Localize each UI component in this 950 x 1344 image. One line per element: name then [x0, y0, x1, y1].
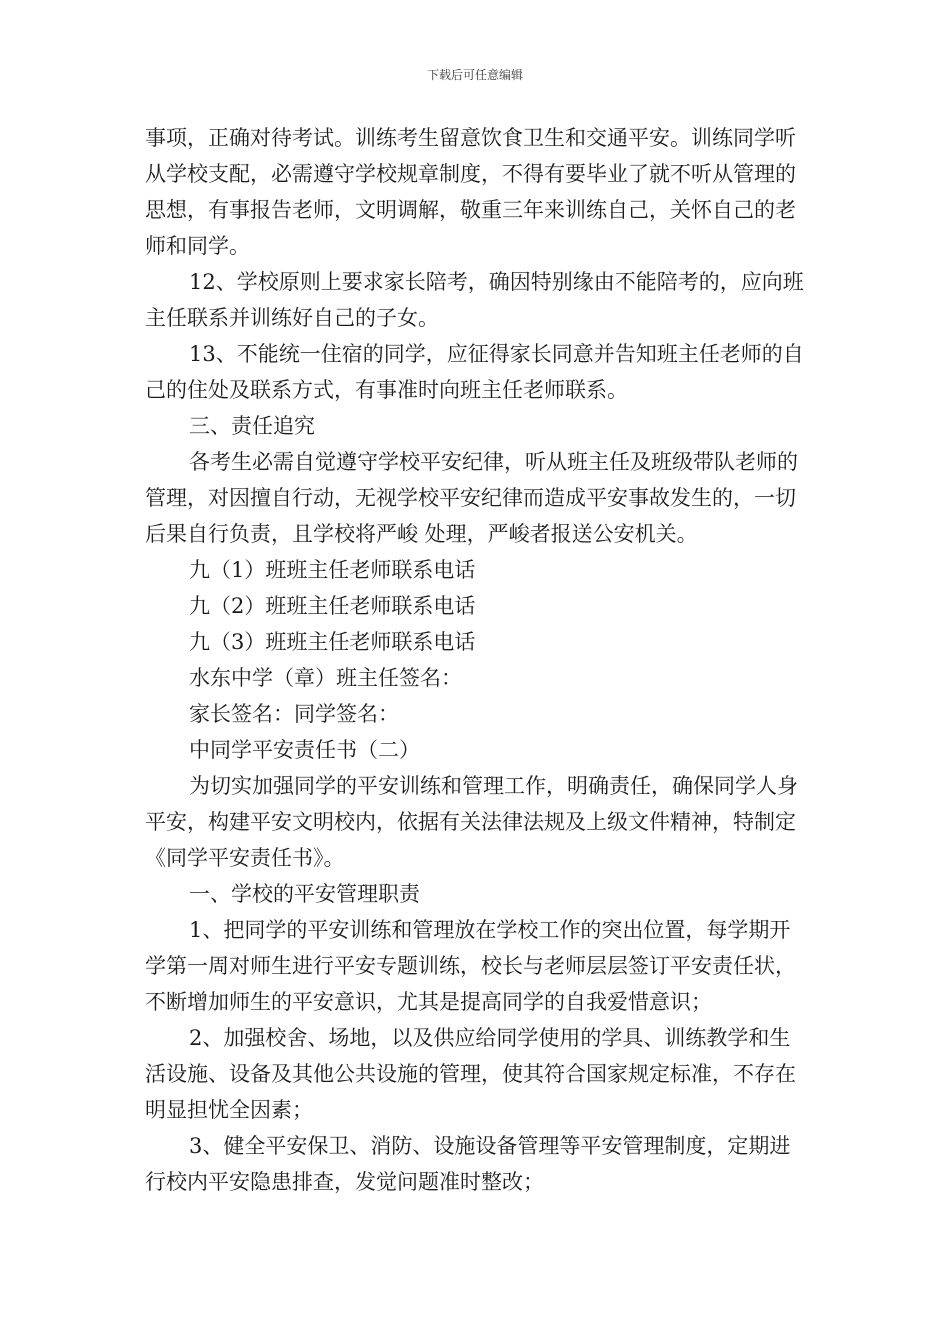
- document-body: [145, 120, 810, 1200]
- paragraph-duty-3: 3、健全平安保卫、消防、设施设备管理等平安管理制度，定期进行校内平安隐患排查，发觉问题准时整改；: [145, 1134, 791, 1194]
- paragraph-intro: 为切实加强同学的平安训练和管理工作，明确责任，确保同学人身平安，构建平安文明校内，依据有关法律法规及上级文件精神，特制定《同学平安责任书》。: [145, 774, 798, 870]
- document-subtitle: 中同学平安责任书（二）: [189, 738, 420, 762]
- section-heading-responsibility: 三、责任追究: [189, 414, 315, 438]
- contact-line-class-2: 九（2）班班主任老师联系电话: [189, 594, 476, 618]
- paragraph-exam-conduct: 事项，正确对待考试。训练考生留意饮食卫生和交通平安。训练同学听从学校支配，必需遵守学校规章制度，不得有要毕业了就不听从管理的思想，有事报告老师，文明调解，敬重三年来训练自己，关怀自己的老师和同学。: [145, 126, 796, 258]
- paragraph-item-13: 13、不能统一住宿的同学，应征得家长同意并告知班主任老师的自己的住处及联系方式，有事准时向班主任老师联系。: [145, 342, 804, 402]
- paragraph-duty-1: 1、把同学的平安训练和管理放在学校工作的突出位置，每学期开学第一周对师生进行平安专题训练，校长与老师层层签订平安责任状，不断增加师生的平安意识，尤其是提高同学的自我爱惜意识；: [145, 918, 796, 1014]
- signature-line-school: 水东中学（章）班主任签名：: [189, 666, 462, 690]
- paragraph-item-12: 12、学校原则上要求家长陪考，确因特别缘由不能陪考的，应向班主任联系并训练好自己的子女。: [145, 270, 804, 330]
- signature-line-parent-student: 家长签名：同学签名：: [189, 702, 399, 726]
- paragraph-duty-2: 2、加强校舍、场地，以及供应给同学使用的学具、训练教学和生活设施、设备及其他公共设施的管理，使其符合国家规定标准，不存在明显担忧全因素；: [145, 1026, 796, 1122]
- paragraph-responsibility: 各考生必需自觉遵守学校平安纪律，听从班主任及班级带队老师的管理，对因擅自行动，无视学校平安纪律而造成平安事故发生的，一切后果自行负责，且学校将严峻 处理，严峻者报送公安机关。: [145, 450, 798, 546]
- section-heading-school-duties: 一、学校的平安管理职责: [189, 882, 420, 906]
- contact-line-class-1: 九（1）班班主任老师联系电话: [189, 558, 476, 582]
- page-header: 下载后可任意编辑: [426, 68, 523, 82]
- contact-line-class-3: 九（3）班班主任老师联系电话: [189, 630, 476, 654]
